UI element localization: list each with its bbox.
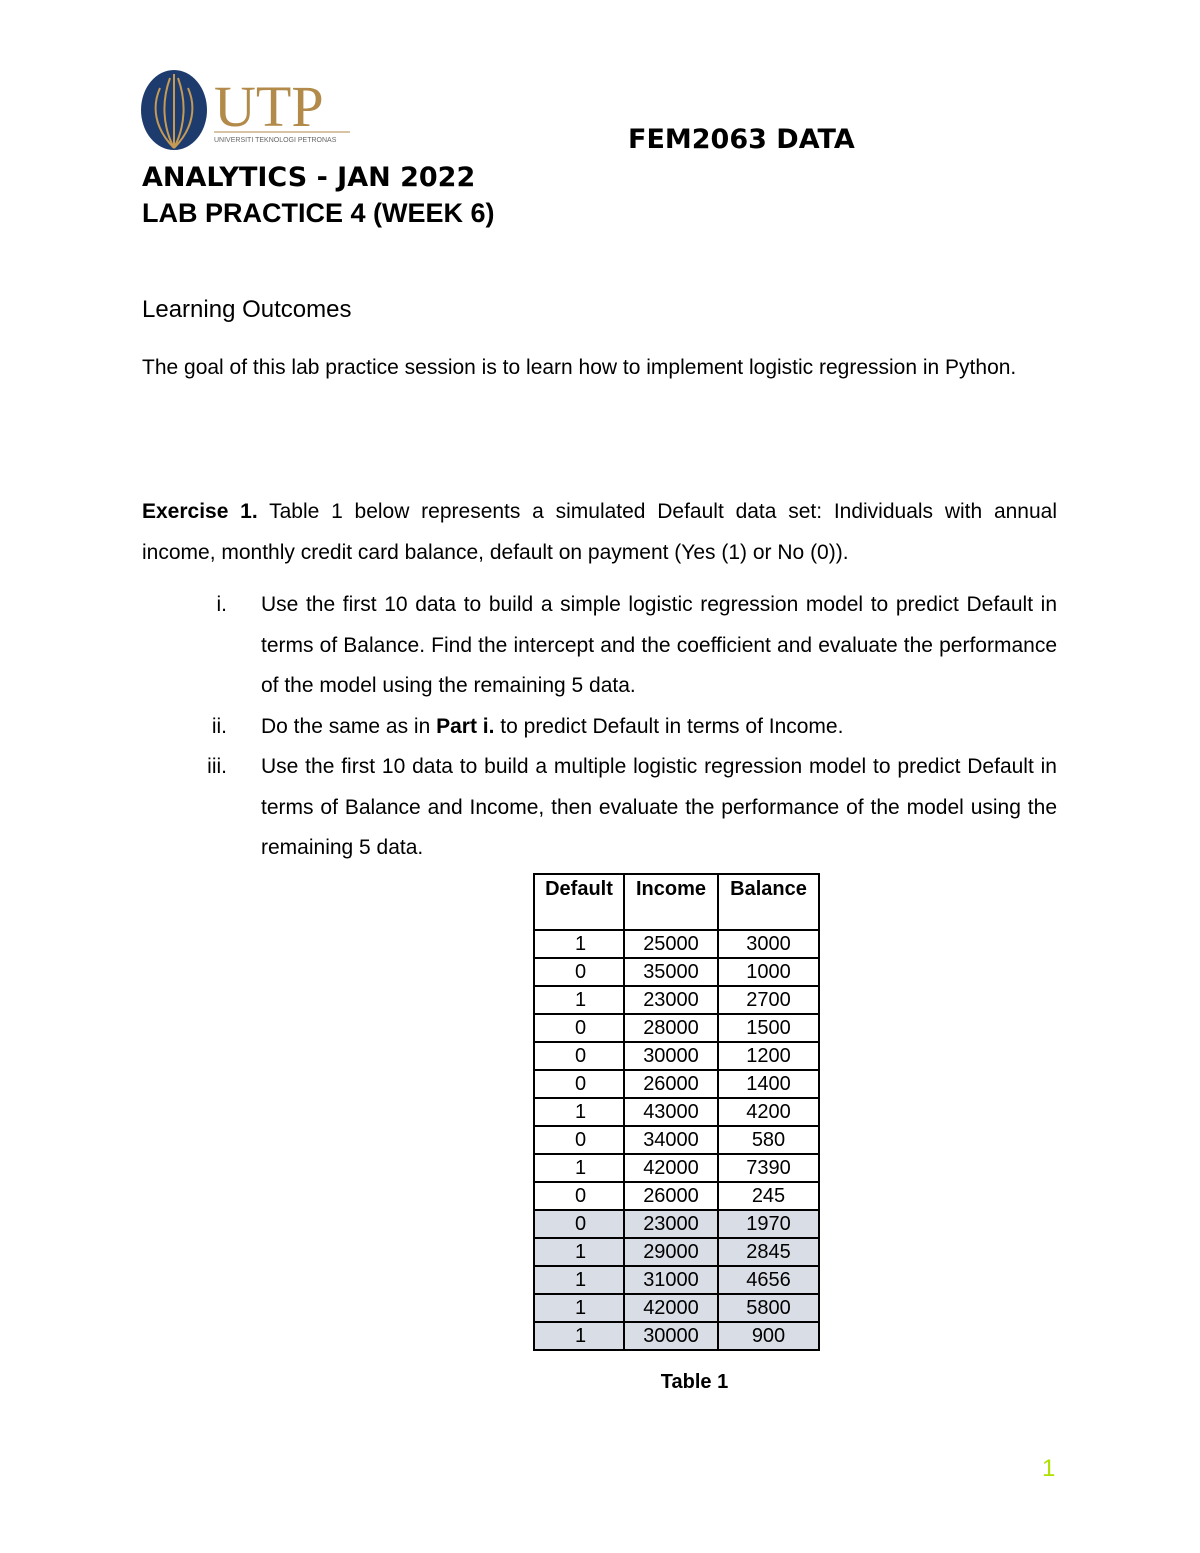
lab-subtitle: LAB PRACTICE 4 (WEEK 6) [142, 198, 495, 228]
cell-income: 43000 [624, 1098, 718, 1126]
page-number: 1 [1042, 1455, 1056, 1482]
cell-income: 42000 [624, 1154, 718, 1182]
cell-income: 34000 [624, 1126, 718, 1154]
item-number: ii. [211, 714, 227, 738]
table-row [534, 1154, 819, 1182]
cell-income: 42000 [624, 1294, 718, 1322]
item-text-pre: Do the same as in [261, 714, 437, 738]
table-row [534, 1238, 819, 1266]
cell-income: 26000 [624, 1070, 718, 1098]
header-default: Default [534, 874, 624, 930]
table-row [534, 1182, 819, 1210]
cell-default: 1 [534, 1238, 624, 1266]
cell-default: 0 [534, 958, 624, 986]
table-row [534, 930, 819, 958]
cell-balance: 2845 [718, 1238, 819, 1266]
cell-income: 23000 [624, 1210, 718, 1238]
cell-default: 1 [534, 930, 624, 958]
learning-outcomes-heading: Learning Outcomes [142, 296, 352, 323]
table-row [534, 1322, 819, 1350]
default-data-table [533, 873, 820, 1351]
item-text-post: to predict Default in terms of Income. [494, 714, 844, 738]
cell-default: 1 [534, 1294, 624, 1322]
cell-income: 31000 [624, 1266, 718, 1294]
exercise-items [142, 585, 1057, 869]
item-text-bold: Part i. [436, 714, 495, 738]
cell-default: 1 [534, 1154, 624, 1182]
cell-income: 30000 [624, 1322, 718, 1350]
cell-balance: 900 [718, 1322, 819, 1350]
item-number: iii. [207, 755, 227, 778]
item-text: Use the first 10 data to build a multiple logistic regression model to predict Default in terms of Balance and Income, then evaluate the performance of the model using the remaining 5 data. [261, 755, 1057, 859]
table-row [534, 1266, 819, 1294]
table-row [534, 1070, 819, 1098]
cell-income: 25000 [624, 930, 718, 958]
cell-default: 1 [534, 986, 624, 1014]
item-text: Use the first 10 data to build a simple logistic regression model to predict Default in terms of Balance. Find the intercept and the coefficient and evaluate the performance of the model using the remaining 5 data. [261, 593, 1057, 697]
exercise-item [142, 585, 1057, 707]
cell-default: 0 [534, 1126, 624, 1154]
cell-income: 26000 [624, 1182, 718, 1210]
table-row [534, 1126, 819, 1154]
cell-balance: 1000 [718, 958, 819, 986]
cell-default: 0 [534, 1014, 624, 1042]
table-row [534, 1210, 819, 1238]
item-number: i. [216, 593, 227, 616]
header-income: Income [624, 874, 718, 930]
course-title: ANALYTICS - JAN 2022 [142, 162, 476, 193]
table-row [534, 1098, 819, 1126]
cell-income: 35000 [624, 958, 718, 986]
cell-default: 0 [534, 1042, 624, 1070]
cell-balance: 2700 [718, 986, 819, 1014]
logo-text: UTP [214, 74, 324, 139]
item-text [261, 707, 1057, 748]
utp-logo [140, 70, 370, 154]
cell-balance: 4200 [718, 1098, 819, 1126]
exercise-intro [142, 492, 1057, 573]
cell-default: 1 [534, 1098, 624, 1126]
table-row [534, 986, 819, 1014]
table-caption: Table 1 [660, 1371, 729, 1393]
cell-default: 1 [534, 1266, 624, 1294]
cell-balance: 1200 [718, 1042, 819, 1070]
cell-income: 23000 [624, 986, 718, 1014]
cell-balance: 4656 [718, 1266, 819, 1294]
course-code: FEM2063 DATA [628, 124, 855, 155]
cell-balance: 580 [718, 1126, 819, 1154]
cell-default: 1 [534, 1322, 624, 1350]
exercise-text: Table 1 below represents a simulated Default data set: Individuals with annual income, monthly credit card balance, default on payment (Yes (1) or No (0)). [142, 500, 1058, 564]
cell-balance: 7390 [718, 1154, 819, 1182]
cell-income: 28000 [624, 1014, 718, 1042]
logo-tagline: UNIVERSITI TEKNOLOGI PETRONAS [214, 137, 337, 144]
table-row [534, 1042, 819, 1070]
exercise-item [142, 747, 1057, 869]
cell-default: 0 [534, 1182, 624, 1210]
table-row [534, 1014, 819, 1042]
cell-balance: 1500 [718, 1014, 819, 1042]
exercise-item [142, 707, 1057, 748]
header-balance: Balance [718, 874, 819, 930]
learning-outcomes-text: The goal of this lab practice session is to learn how to implement logistic regression in Python. [142, 356, 1017, 379]
cell-balance: 245 [718, 1182, 819, 1210]
cell-income: 29000 [624, 1238, 718, 1266]
cell-balance: 1970 [718, 1210, 819, 1238]
cell-balance: 1400 [718, 1070, 819, 1098]
cell-default: 0 [534, 1210, 624, 1238]
table-row [534, 958, 819, 986]
table-row [534, 1294, 819, 1322]
cell-income: 30000 [624, 1042, 718, 1070]
cell-default: 0 [534, 1070, 624, 1098]
exercise-label: Exercise 1. [142, 500, 258, 523]
cell-balance: 3000 [718, 930, 819, 958]
cell-balance: 5800 [718, 1294, 819, 1322]
